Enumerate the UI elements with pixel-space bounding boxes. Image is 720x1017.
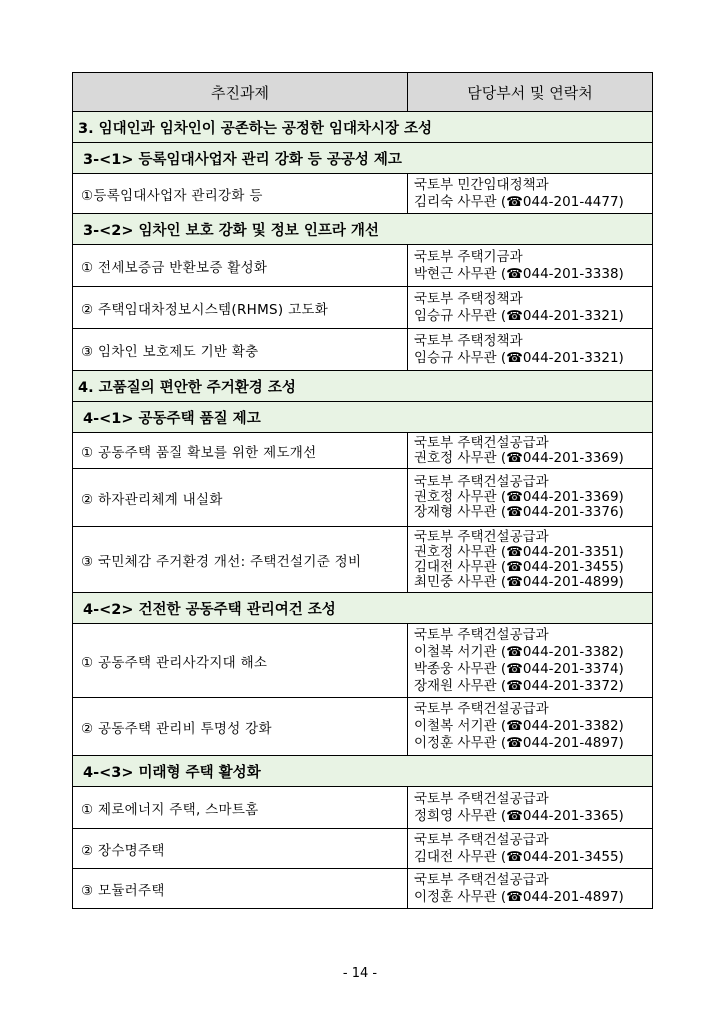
contact-line: 국토부 주택건설공급과 [414,474,549,490]
contact-line: 국토부 주택정책과 [414,290,523,307]
contact-cell [408,329,653,371]
contact-line: 국토부 주택기금과 [414,248,523,265]
contact-line: 이철복 서기관 (☎044-201-3382) [414,718,624,734]
table-row [73,287,653,329]
subsection-title: 3-<2> 임차인 보호 강화 및 정보 인프라 개선 [73,214,653,245]
task-cell: ③ 임차인 보호제도 기반 확충 [73,329,408,371]
contact-line: 국토부 주택건설공급과 [414,701,549,717]
task-cell: ①등록임대사업자 관리강화 등 [73,174,408,214]
contact-cell [408,469,653,527]
table-row [73,698,653,756]
task-cell: ① 공동주택 품질 확보를 위한 제도개선 [73,433,408,469]
contact-line: 김대전 사무관 (☎044-201-3455) [414,558,624,575]
subsection-row [73,756,653,787]
contact-cell [408,433,653,469]
contact-cell [408,698,653,756]
contact-line: 장재형 사무관 (☎044-201-3376) [414,504,624,520]
subsection-row [73,143,653,174]
contact-line: 국토부 주택건설공급과 [414,528,549,545]
task-cell: ② 하자관리체계 내실화 [73,469,408,527]
table-row [73,829,653,869]
task-cell: ② 주택임대차정보시스템(RHMS) 고도화 [73,287,408,329]
contact-line: 국토부 주택건설공급과 [414,626,549,643]
contact-line: 박종웅 사무관 (☎044-201-3374) [414,660,624,677]
contact-line: 임승규 사무관 (☎044-201-3321) [414,307,624,324]
table-row [73,174,653,214]
table-row [73,245,653,287]
table-header-row [73,73,653,112]
section-row [73,371,653,402]
contact-cell [408,869,653,909]
subsection-title: 3-<1> 등록임대사업자 관리 강화 등 공공성 제고 [73,143,653,174]
table-row [73,624,653,698]
contact-line: 권호정 사무관 (☎044-201-3369) [414,449,624,466]
table-row [73,869,653,909]
contact-line: 국토부 민간임대정책과 [414,176,549,193]
contact-line: 국토부 주택건설공급과 [414,831,549,848]
header-contact: 담당부서 및 연락처 [408,73,653,112]
subsection-row [73,214,653,245]
contact-line: 이철복 서기관 (☎044-201-3382) [414,643,624,660]
subsection-row [73,593,653,624]
contact-cell [408,245,653,287]
contact-line: 장재원 사무관 (☎044-201-3372) [414,677,624,694]
table-row [73,433,653,469]
task-contact-table [72,72,653,909]
table-row [73,787,653,829]
subsection-title: 4-<2> 건전한 공동주택 관리여건 조성 [73,593,653,624]
subsection-title: 4-<1> 공동주택 품질 제고 [73,402,653,433]
contact-cell [408,527,653,593]
task-cell: ① 전세보증금 반환보증 활성화 [73,245,408,287]
subsection-row [73,402,653,433]
contact-line: 김리숙 사무관 (☎044-201-4477) [414,193,624,210]
section-title: 3. 임대인과 임차인이 공존하는 공정한 임대차시장 조성 [73,112,653,143]
contact-line: 정희영 사무관 (☎044-201-3365) [414,807,624,824]
page-number: - 14 - [342,966,378,981]
contact-line: 김대전 사무관 (☎044-201-3455) [414,848,624,865]
contact-line: 이정훈 사무관 (☎044-201-4897) [414,735,624,751]
header-task: 추진과제 [73,73,408,112]
subsection-title: 4-<3> 미래형 주택 활성화 [73,756,653,787]
contact-line: 권호정 사무관 (☎044-201-3351) [414,543,624,560]
contact-line: 국토부 주택건설공급과 [414,434,549,451]
contact-cell [408,624,653,698]
contact-line: 국토부 주택건설공급과 [414,790,549,807]
section-row [73,112,653,143]
contact-cell [408,287,653,329]
contact-cell [408,174,653,214]
contact-cell [408,787,653,829]
task-cell: ③ 국민체감 주거환경 개선: 주택건설기준 정비 [73,527,408,593]
contact-line: 박현근 사무관 (☎044-201-3338) [414,265,624,282]
contact-line: 임승규 사무관 (☎044-201-3321) [414,349,624,366]
table-row [73,527,653,593]
contact-line: 국토부 주택정책과 [414,332,523,349]
task-cell: ① 제로에너지 주택, 스마트홈 [73,787,408,829]
task-cell: ② 장수명주택 [73,829,408,869]
task-cell: ① 공동주택 관리사각지대 해소 [73,624,408,698]
contact-line: 국토부 주택건설공급과 [414,871,549,888]
task-cell: ② 공동주택 관리비 투명성 강화 [73,698,408,756]
table-row [73,469,653,527]
contact-cell [408,829,653,869]
section-title: 4. 고품질의 편안한 주거환경 조성 [73,371,653,402]
contact-line: 최민중 사무관 (☎044-201-4899) [414,573,624,590]
contact-line: 이정훈 사무관 (☎044-201-4897) [414,888,624,905]
contact-line: 권호정 사무관 (☎044-201-3369) [414,489,624,505]
task-cell: ③ 모듈러주택 [73,869,408,909]
table-row [73,329,653,371]
